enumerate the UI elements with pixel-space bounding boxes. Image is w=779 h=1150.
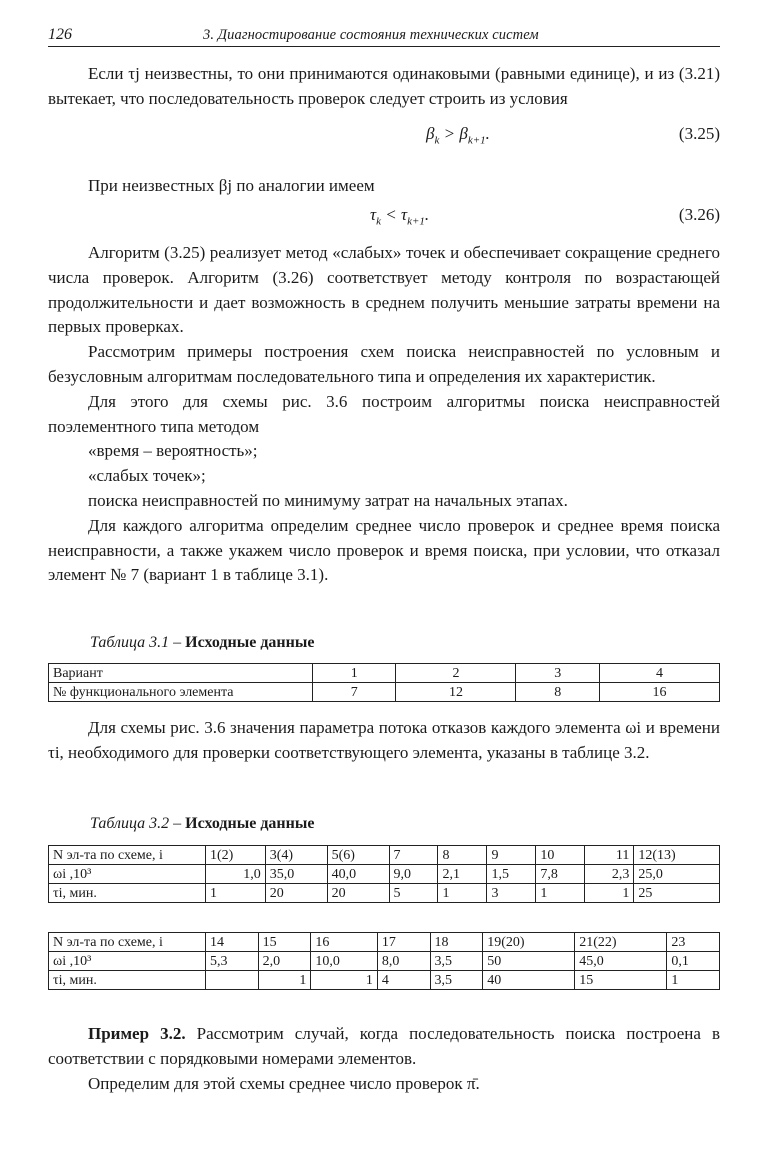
example-text: Рассмотрим случай, когда последовательность поиска построена в соответствии с порядковыми номерами элементов. (48, 1024, 720, 1068)
chapter-title: 3. Диагностирование состояния технических систем (203, 27, 539, 43)
formula-3-25-expression: $\beta_k > \beta_{k+1}$. (426, 124, 490, 147)
table-3-1 (48, 663, 720, 702)
method-item: «время – вероятность»; (88, 441, 258, 461)
table-row: ωi ,10³ 1,0 35,0 40,0 9,0 2,1 1,5 7,8 2,3 25,0 (49, 865, 720, 884)
method-list (48, 439, 720, 513)
table-3-2-part-2 (48, 932, 720, 990)
table-3-2-part-1 (48, 845, 720, 903)
table-row: τi, мин. 1 20 20 5 1 3 1 1 25 (49, 884, 720, 903)
formula-3-25 (48, 124, 720, 150)
table-3-1-caption: Таблица 3.1 – Исходные данные (90, 634, 315, 651)
paragraph-algorithms: Алгоритм (3.25) реализует метод «слабых» точек и обеспечивает сокращение среднего числа проверок. Алгоритм (3.26) соответствует методу контроля по возрастающей продолжительности и дает возможность в среднем получить меньшие затраты времени на первых проверках. Рассмотрим примеры построения схем поиска неисправностей по условным и безусловным алгоритмам последовательного типа и определения их характеристик. Для этого для схемы рис. 3.6 построим алгоритмы поиска неисправностей поэлементного типа методом «время – вероятность»; «слабых точек»; поиска неисправностей по минимуму затрат на начальных этапах. Для каждого алгоритма определим среднее число проверок и среднее время поиска неисправности, а также укажем число проверок и время поиска, при условии, что отказал элемент № 7 (вариант 1 в таблице 3.1). (48, 243, 720, 585)
table-row: Вариант 1 2 3 4 (49, 664, 720, 683)
table-row: τi, мин. 1 1 4 3,5 40 15 1 (49, 971, 720, 990)
paragraph-unknown-beta: При неизвестных βj по аналогии имеем (88, 176, 375, 195)
paragraph-unknown-tau: Если τj неизвестны, то они принимаются одинаковыми (равными единице), и из (3.21) вытекает, что последовательность проверок следует строить из условия (48, 64, 720, 108)
table-row: N эл-та по схеме, i 1(2) 3(4) 5(6) 7 8 9 10 11 12(13) (49, 846, 720, 865)
table-row: ωi ,10³ 5,3 2,0 10,0 8,0 3,5 50 45,0 0,1 (49, 952, 720, 971)
paragraph-table-intro: Для схемы рис. 3.6 значения параметра потока отказов каждого элемента ωi и времени τi, необходимого для проверки соответствующего элемента, указаны в таблице 3.2. (48, 718, 720, 762)
method-item: поиска неисправностей по минимуму затрат на начальных этапах. (88, 490, 568, 510)
example-label: Пример 3.2. (88, 1024, 186, 1043)
header-rule (48, 46, 720, 47)
paragraph-average-checks: Определим для этой схемы среднее число проверок π̄. (88, 1073, 480, 1093)
page-number: 126 (48, 26, 72, 43)
formula-3-26-number: (3.26) (678, 205, 720, 224)
formula-3-26 (48, 205, 720, 231)
table-3-2-caption: Таблица 3.2 – Исходные данные (90, 815, 315, 832)
running-head (48, 26, 720, 48)
method-item: «слабых точек»; (88, 466, 206, 486)
example-3-2 (48, 1022, 720, 1096)
table-row: N эл-та по схеме, i 14 15 16 17 18 19(20) 21(22) 23 (49, 933, 720, 952)
table-row: № функционального элемента 7 12 8 16 (49, 683, 720, 702)
formula-3-25-number: (3.25) (678, 124, 720, 143)
formula-3-26-expression: $\tau_k < \tau_{k+1}$. (370, 205, 430, 228)
